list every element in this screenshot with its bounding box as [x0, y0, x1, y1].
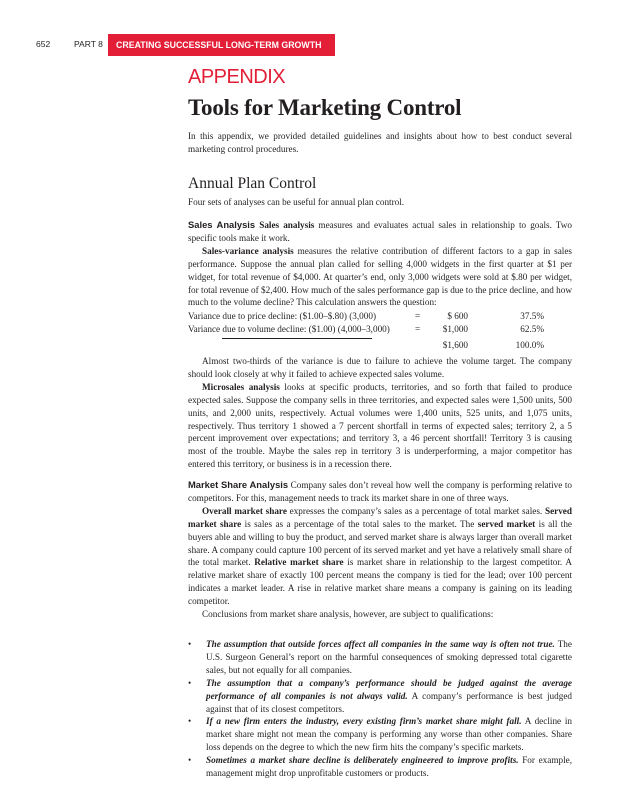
sales-analysis-section — [188, 219, 572, 309]
calc-percent: 62.5% — [520, 324, 544, 334]
calc-total-percent: 100.0% — [515, 340, 544, 350]
calc-value: $ 600 — [447, 311, 468, 321]
term-relative-share: Relative market share — [254, 557, 344, 568]
sales-paragraph-1 — [188, 219, 572, 245]
section-subtext: Four sets of analyses can be useful for annual plan control. — [188, 197, 405, 207]
market-paragraph-3: Conclusions from market share analysis, however, are subject to qualifications: — [202, 609, 494, 620]
calc-row — [188, 324, 572, 337]
appendix-label: APPENDIX — [188, 66, 286, 88]
calc-label: Variance due to price decline: ($1.00–$.80) (3,000) — [188, 311, 377, 321]
bullet-icon: • — [188, 639, 192, 649]
term-overall-share: Overall market share — [202, 505, 287, 516]
calc-value: $1,000 — [442, 324, 468, 334]
bullet-lead: The assumption that a company’s performance should be judged against the average performance of all companies is not always valid. — [206, 677, 572, 701]
bullet-text: The U.S. Surgeon General’s report on the harmful consequences of smoking depressed total cigarette sales, but not equally for all companies. — [206, 639, 572, 675]
calc-row — [188, 311, 572, 324]
market-text-b: is sales as a percentage of the total sales to the market. The — [241, 518, 478, 529]
bullet-icon: • — [188, 677, 192, 688]
microsales-paragraph — [188, 381, 572, 471]
calc-total-row — [188, 340, 572, 353]
bullet-lead: Sometimes a market share decline is deliberately engineered to improve profits. — [206, 755, 519, 766]
list-item — [188, 715, 572, 754]
market-text-d: is market share in relationship to the largest competitor. A relative market share of exactly 100 percent means the company is tied for the lead; over 100 percent indicates a market leader. A rise in relative market share means a company is gaining on its leading competitor. — [188, 557, 572, 607]
term-sales-variance: Sales-variance analysis — [202, 245, 294, 256]
part-title-banner: CREATING SUCCESSFUL LONG-TERM GROWTH — [108, 34, 335, 56]
calc-equals: = — [415, 311, 421, 321]
microsales-section — [188, 355, 572, 471]
page-number: 652 — [36, 39, 51, 49]
calc-percent: 37.5% — [520, 311, 544, 321]
runin-heading-market: Market Share Analysis — [188, 479, 289, 490]
calc-equals: = — [415, 324, 421, 334]
market-paragraph-1-text: Company sales don’t reveal how well the company is performing relative to competitors. For this, management needs to track its market share in one of three ways. — [188, 480, 572, 503]
term-sales-analysis: Sales analysis — [259, 220, 315, 230]
bullet-icon: • — [188, 755, 192, 766]
qualifications-list — [188, 638, 572, 780]
market-share-section — [188, 479, 572, 621]
section-heading: Annual Plan Control — [188, 175, 317, 192]
bullet-text: A company’s performance is best judged against that of its closest competitors. — [206, 690, 572, 714]
page-title: Tools for Marketing Control — [188, 95, 462, 120]
bullet-lead: If a new firm enters the industry, every existing firm’s market share might fall. — [206, 716, 522, 727]
calc-total-value: $1,600 — [442, 340, 468, 350]
bullet-icon: • — [188, 716, 192, 727]
bullet-lead: The assumption that outside forces affect all companies in the same way is often not true. — [206, 639, 555, 649]
variance-calculation — [188, 311, 572, 353]
part-label: PART 8 — [74, 39, 103, 49]
market-text-c: is all the buyers able and willing to buy the product, and served market share is always larger than overall market share. A company could capture 100 percent of its served market and yet have a relatively small share of the total market. — [188, 518, 572, 568]
calc-label: Variance due to volume decline: ($1.00) (4,000–3,000) — [188, 324, 390, 334]
running-header — [0, 34, 623, 56]
term-served-market: served market — [477, 518, 536, 529]
list-item — [188, 754, 572, 780]
list-item — [188, 638, 572, 677]
calc-sum-rule — [222, 338, 372, 339]
sales-paragraph-1-text: measures and evaluates actual sales in relationship to goals. Two specific tools make it work. — [188, 220, 572, 243]
intro-paragraph: In this appendix, we provided detailed guidelines and insights about how to best conduct several marketing control procedures. — [188, 131, 572, 154]
term-microsales: Microsales analysis — [202, 381, 280, 392]
market-paragraph-1 — [188, 479, 572, 505]
microsales-text: looks at specific products, territories, and so forth that failed to produce expected sales. Suppose the company sells in three territories, and expected sales were 1,500 units, 500 units, and 2,000 units, respectively. Actual volumes were 1,400 units, 525 units, and 1,075 units, respectively. Thus territory 1 showed a 7 percent shortfall in terms of expected sales; territory 2, a 5 percent improvement over expectations; and territory 3, a 46 percent shortfall! Territory 3 is causing most of the trouble. Maybe the sales rep in territory 3 is underperforming, a major competitor has entered this territory, or business is in a recession there. — [188, 381, 572, 470]
sales-paragraph-2 — [188, 245, 572, 310]
bullet-text: For example, management might drop unprofitable customers or products. — [206, 755, 573, 779]
runin-heading-sales: Sales Analysis — [188, 219, 256, 230]
term-served-share: Served market share — [188, 505, 572, 529]
bullet-text: A decline in market share might not mean the company is performing any worse than other companies. Share loss depends on the degree to which the new firm hits the company’s specific markets. — [206, 716, 572, 753]
list-item — [188, 677, 572, 716]
market-text-a: expresses the company’s sales as a percentage of total market sales. — [286, 505, 545, 516]
market-paragraph-2 — [188, 505, 572, 608]
variance-conclusion: Almost two-thirds of the variance is due to failure to achieve the volume target. The company should look closely at why it failed to achieve expected sales volume. — [188, 356, 572, 379]
sales-paragraph-2-text: measures the relative contribution of different factors to a gap in sales performance. Suppose the annual plan called for selling 4,000 widgets in the first quarter at $1 per widget, for total revenue of $4,000. At quarter’s end, only 3,000 widgets were sold at $.80 per widget, for total revenue of $2,400. How much of the sales performance gap is due to the price decline, and how much to the volume decline? This calculation answers the question: — [188, 245, 573, 308]
